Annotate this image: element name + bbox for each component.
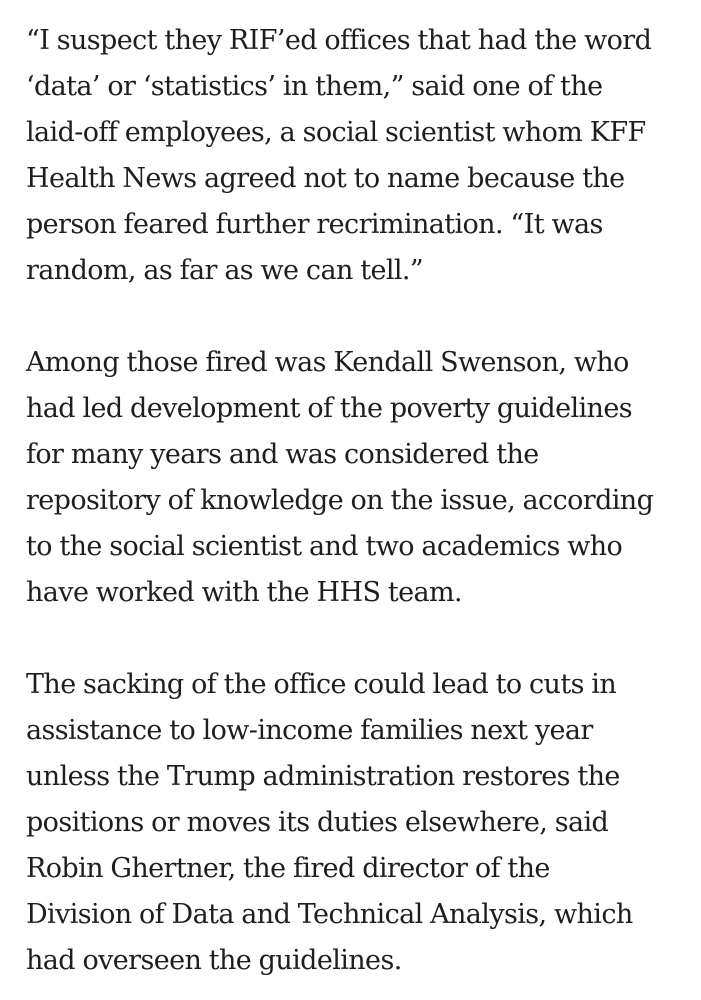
text-line: have worked with the HHS team. [26, 577, 462, 608]
text-line: had led development of the poverty guidelines [26, 393, 632, 424]
text-line: for many years and was considered the [26, 439, 539, 470]
text-line: laid-off employees, a social scientist whom KFF [26, 117, 646, 148]
text-line: Division of Data and Technical Analysis, which [26, 899, 633, 930]
text-line: “I suspect they RIF’ed offices that had the word [26, 25, 652, 56]
text-line: The sacking of the office could lead to cuts in [26, 669, 617, 700]
article-body [26, 18, 698, 984]
text-line: Health News agreed not to name because the [26, 163, 625, 194]
text-line: Robin Ghertner, the fired director of the [26, 853, 550, 884]
text-line: had overseen the guidelines. [26, 945, 402, 976]
text-line: random, as far as we can tell.” [26, 255, 424, 286]
text-line: Among those fired was Kendall Swenson, who [26, 347, 629, 378]
paragraph-rif-quote [26, 18, 698, 294]
text-line: positions or moves its duties elsewhere, said [26, 807, 609, 838]
text-line: to the social scientist and two academics who [26, 531, 623, 562]
text-line: ‘data’ or ‘statistics’ in them,” said one of the [26, 71, 603, 102]
text-line: unless the Trump administration restores the [26, 761, 620, 792]
text-line: assistance to low-income families next year [26, 715, 593, 746]
paragraph-swenson [26, 340, 698, 616]
text-line: person feared further recrimination. “It was [26, 209, 603, 240]
text-line: repository of knowledge on the issue, according [26, 485, 654, 516]
paragraph-ghertner [26, 662, 698, 984]
